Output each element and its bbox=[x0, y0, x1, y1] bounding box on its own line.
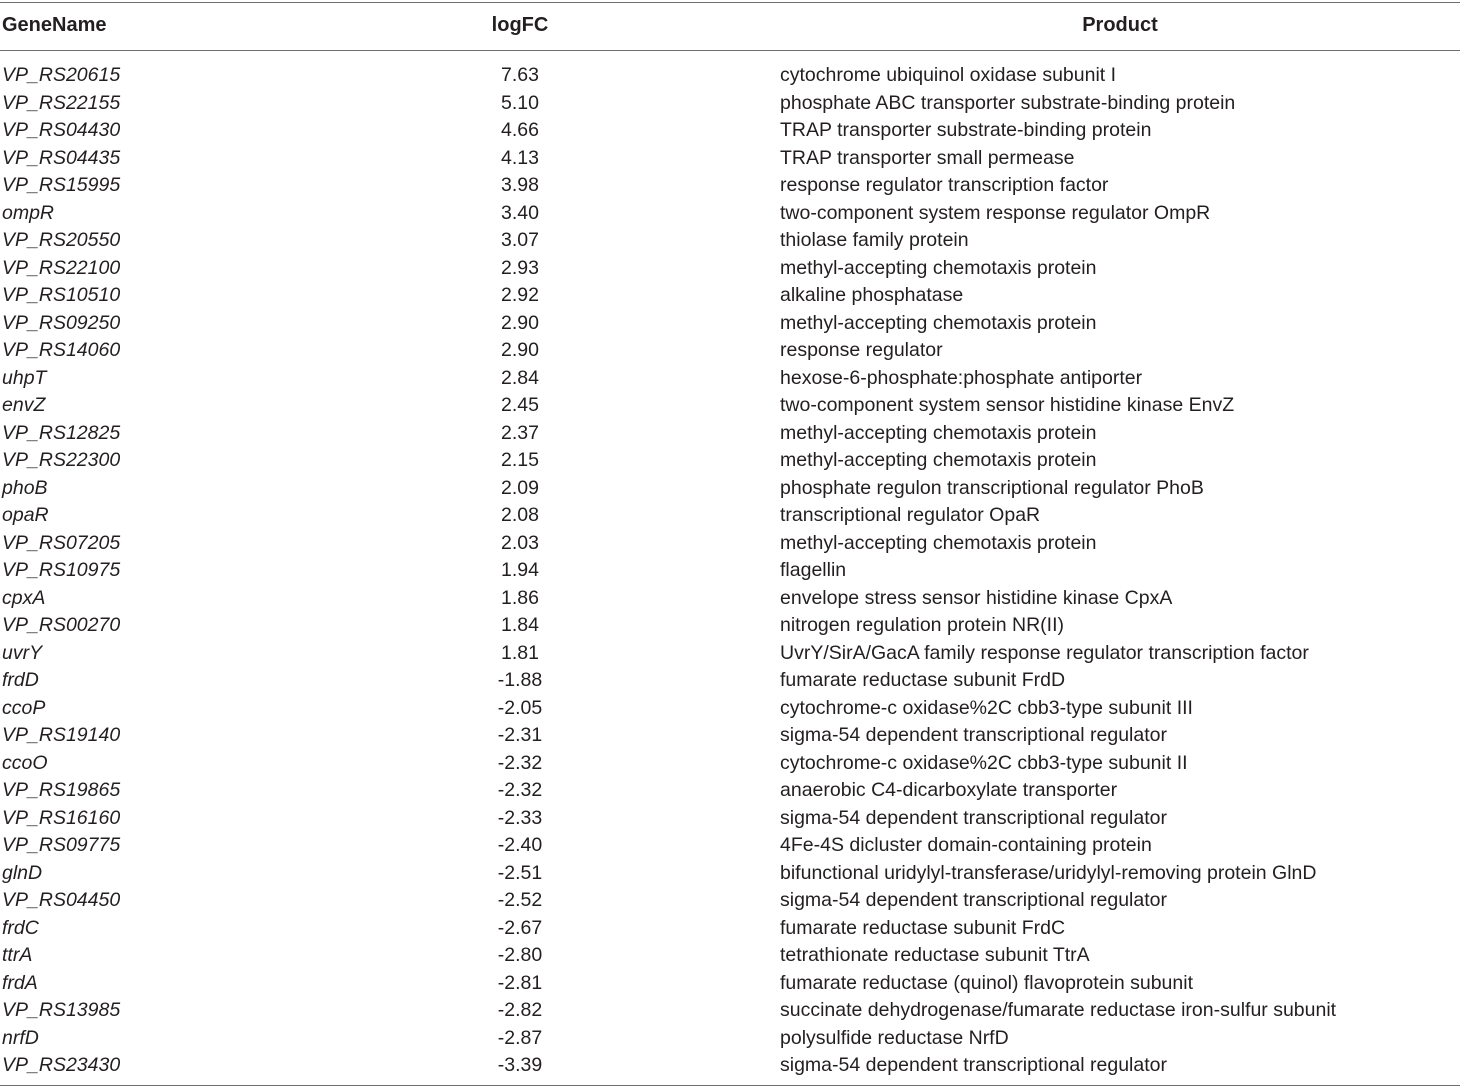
table-row bbox=[0, 667, 1460, 695]
table-row bbox=[0, 557, 1460, 585]
table-row bbox=[0, 997, 1460, 1025]
cell-product: succinate dehydrogenase/fumarate reductase iron-sulfur subunit bbox=[780, 999, 1337, 1021]
cell-product: sigma-54 dependent transcriptional regulator bbox=[780, 724, 1167, 746]
cell-product: alkaline phosphatase bbox=[780, 284, 964, 306]
table-row bbox=[0, 475, 1460, 503]
cell-logfc: -2.33 bbox=[497, 806, 543, 829]
cell-genename: VP_RS16160 bbox=[2, 806, 121, 829]
table-row bbox=[0, 282, 1460, 310]
cell-logfc: -2.32 bbox=[497, 779, 543, 801]
cell-logfc: 1.84 bbox=[501, 614, 539, 636]
cell-logfc: -1.88 bbox=[497, 669, 543, 691]
cell-logfc: 2.93 bbox=[501, 256, 539, 279]
table-row bbox=[0, 750, 1460, 778]
cell-logfc: 4.66 bbox=[501, 119, 539, 141]
cell-logfc: -2.40 bbox=[497, 834, 543, 856]
cell-genename: ompR bbox=[2, 201, 55, 224]
cell-logfc: 1.94 bbox=[501, 559, 539, 581]
cell-logfc: 4.13 bbox=[501, 146, 539, 169]
header-logfc: logFC bbox=[491, 14, 549, 36]
cell-genename: ccoP bbox=[2, 696, 46, 719]
table-row bbox=[0, 392, 1460, 420]
table-row bbox=[0, 860, 1460, 888]
cell-product: phosphate regulon transcriptional regulator PhoB bbox=[780, 476, 1204, 499]
table-row bbox=[0, 117, 1460, 145]
table-row bbox=[0, 942, 1460, 970]
cell-logfc: 2.90 bbox=[501, 339, 539, 361]
cell-genename: VP_RS23430 bbox=[2, 1054, 121, 1076]
cell-product: TRAP transporter substrate-binding protein bbox=[780, 119, 1152, 141]
table-row bbox=[0, 640, 1460, 668]
cell-logfc: -2.81 bbox=[497, 971, 543, 994]
cell-genename: cpxA bbox=[2, 586, 46, 609]
cell-product: response regulator bbox=[780, 339, 943, 361]
table-row bbox=[0, 585, 1460, 613]
cell-product: fumarate reductase subunit FrdC bbox=[780, 916, 1066, 939]
cell-product: fumarate reductase subunit FrdD bbox=[780, 669, 1066, 691]
cell-genename: VP_RS04435 bbox=[2, 146, 121, 169]
cell-genename: VP_RS04450 bbox=[2, 889, 121, 911]
cell-product: sigma-54 dependent transcriptional regulator bbox=[780, 806, 1167, 829]
cell-genename: VP_RS15995 bbox=[2, 174, 121, 196]
table-row bbox=[0, 255, 1460, 283]
cell-product: anaerobic C4-dicarboxylate transporter bbox=[780, 779, 1118, 801]
cell-logfc: 2.15 bbox=[501, 449, 539, 471]
cell-product: tetrathionate reductase subunit TtrA bbox=[780, 944, 1090, 966]
cell-genename: uhpT bbox=[2, 366, 47, 389]
table-row bbox=[0, 502, 1460, 530]
cell-product: methyl-accepting chemotaxis protein bbox=[780, 531, 1097, 554]
cell-logfc: 7.63 bbox=[501, 64, 539, 86]
cell-product: flagellin bbox=[780, 559, 847, 581]
table-row bbox=[0, 887, 1460, 915]
header-row bbox=[0, 0, 1460, 51]
cell-genename: envZ bbox=[2, 394, 46, 416]
cell-product: response regulator transcription factor bbox=[780, 174, 1109, 196]
cell-genename: frdC bbox=[2, 916, 39, 939]
cell-genename: phoB bbox=[2, 476, 48, 499]
cell-logfc: -2.31 bbox=[497, 724, 543, 746]
cell-logfc: 2.90 bbox=[501, 311, 539, 334]
table-row bbox=[0, 172, 1460, 200]
cell-product: transcriptional regulator OpaR bbox=[780, 504, 1041, 526]
cell-genename: ccoO bbox=[2, 751, 48, 774]
table-row bbox=[0, 695, 1460, 723]
cell-product: two-component system response regulator OmpR bbox=[780, 201, 1211, 224]
table-row bbox=[0, 915, 1460, 943]
table-row bbox=[0, 51, 1460, 90]
cell-logfc: 2.45 bbox=[501, 394, 539, 416]
cell-product: 4Fe-4S dicluster domain-containing protein bbox=[780, 834, 1152, 856]
table-row bbox=[0, 90, 1460, 118]
cell-product: sigma-54 dependent transcriptional regulator bbox=[780, 889, 1167, 911]
cell-product: UvrY/SirA/GacA family response regulator transcription factor bbox=[780, 641, 1309, 664]
cell-product: polysulfide reductase NrfD bbox=[780, 1026, 1009, 1049]
cell-product: cytochrome-c oxidase%2C cbb3-type subunit III bbox=[780, 696, 1193, 719]
cell-product: two-component system sensor histidine kinase EnvZ bbox=[780, 394, 1235, 416]
cell-product: nitrogen regulation protein NR(II) bbox=[780, 614, 1064, 636]
cell-product: methyl-accepting chemotaxis protein bbox=[780, 311, 1097, 334]
cell-genename: VP_RS20615 bbox=[2, 64, 121, 86]
table-row bbox=[0, 145, 1460, 173]
cell-logfc: 1.81 bbox=[501, 641, 539, 664]
cell-logfc: 3.98 bbox=[501, 174, 539, 196]
table-row bbox=[0, 777, 1460, 805]
cell-logfc: 2.92 bbox=[501, 284, 539, 306]
cell-logfc: 2.09 bbox=[501, 476, 539, 499]
cell-logfc: 5.10 bbox=[501, 91, 539, 114]
cell-genename: VP_RS14060 bbox=[2, 339, 121, 361]
table-row bbox=[0, 722, 1460, 750]
cell-logfc: 1.86 bbox=[501, 586, 539, 609]
cell-logfc: 3.40 bbox=[501, 201, 539, 224]
cell-logfc: 2.37 bbox=[501, 421, 539, 444]
table-row bbox=[0, 337, 1460, 365]
cell-product: TRAP transporter small permease bbox=[780, 146, 1075, 169]
table-row bbox=[0, 227, 1460, 255]
table-bottom-rule bbox=[0, 1085, 1460, 1086]
cell-genename: VP_RS22100 bbox=[2, 256, 121, 279]
cell-logfc: 2.84 bbox=[501, 366, 539, 389]
cell-genename: VP_RS19865 bbox=[2, 779, 121, 801]
cell-product: methyl-accepting chemotaxis protein bbox=[780, 421, 1097, 444]
table-row bbox=[0, 832, 1460, 860]
table-row bbox=[0, 970, 1460, 998]
cell-product: methyl-accepting chemotaxis protein bbox=[780, 256, 1097, 279]
cell-genename: VP_RS20550 bbox=[2, 229, 121, 251]
cell-logfc: -2.67 bbox=[497, 916, 543, 939]
cell-product: bifunctional uridylyl-transferase/uridylyl-removing protein GlnD bbox=[780, 861, 1317, 884]
cell-genename: VP_RS00270 bbox=[2, 614, 121, 636]
table-row bbox=[0, 420, 1460, 448]
cell-logfc: -2.82 bbox=[497, 999, 543, 1021]
cell-genename: nrfD bbox=[2, 1026, 39, 1049]
cell-product: sigma-54 dependent transcriptional regulator bbox=[780, 1054, 1167, 1076]
table-row bbox=[0, 530, 1460, 558]
cell-genename: VP_RS19140 bbox=[2, 724, 121, 746]
table-row bbox=[0, 200, 1460, 228]
cell-genename: uvrY bbox=[2, 641, 43, 664]
cell-genename: VP_RS22155 bbox=[2, 91, 121, 114]
cell-logfc: -2.52 bbox=[497, 889, 543, 911]
table-row bbox=[0, 612, 1460, 640]
table-row bbox=[0, 1052, 1460, 1080]
table-row bbox=[0, 1025, 1460, 1053]
cell-genename: glnD bbox=[2, 861, 43, 884]
cell-logfc: -2.32 bbox=[497, 751, 543, 774]
cell-genename: VP_RS10975 bbox=[2, 559, 121, 581]
cell-product: fumarate reductase (quinol) flavoprotein subunit bbox=[780, 971, 1193, 994]
cell-genename: VP_RS04430 bbox=[2, 119, 121, 141]
cell-logfc: -3.39 bbox=[497, 1054, 543, 1076]
cell-genename: VP_RS09250 bbox=[2, 311, 121, 334]
cell-genename: frdA bbox=[2, 971, 38, 994]
cell-genename: VP_RS12825 bbox=[2, 421, 121, 444]
cell-genename: ttrA bbox=[2, 944, 33, 966]
cell-genename: VP_RS10510 bbox=[2, 284, 121, 306]
cell-genename: VP_RS09775 bbox=[2, 834, 121, 856]
table-row bbox=[0, 365, 1460, 393]
cell-product: thiolase family protein bbox=[780, 229, 969, 251]
header-product: Product bbox=[1082, 14, 1158, 36]
table-header bbox=[0, 0, 1460, 51]
cell-logfc: 2.08 bbox=[501, 504, 539, 526]
cell-product: envelope stress sensor histidine kinase CpxA bbox=[780, 586, 1173, 609]
table-body bbox=[0, 51, 1460, 1080]
cell-logfc: -2.87 bbox=[497, 1026, 543, 1049]
cell-logfc: 3.07 bbox=[501, 229, 539, 251]
table-row bbox=[0, 805, 1460, 833]
cell-logfc: -2.05 bbox=[497, 696, 543, 719]
header-genename: GeneName bbox=[2, 14, 107, 36]
cell-product: cytochrome-c oxidase%2C cbb3-type subunit II bbox=[780, 751, 1188, 774]
cell-genename: frdD bbox=[2, 669, 39, 691]
cell-genename: VP_RS07205 bbox=[2, 531, 121, 554]
cell-product: hexose-6-phosphate:phosphate antiporter bbox=[780, 366, 1143, 389]
cell-logfc: 2.03 bbox=[501, 531, 539, 554]
cell-logfc: -2.80 bbox=[497, 944, 543, 966]
cell-product: phosphate ABC transporter substrate-binding protein bbox=[780, 91, 1236, 114]
table-row bbox=[0, 447, 1460, 475]
cell-genename: VP_RS22300 bbox=[2, 449, 121, 471]
cell-logfc: -2.51 bbox=[497, 861, 543, 884]
cell-genename: opaR bbox=[2, 504, 49, 526]
table-row bbox=[0, 310, 1460, 338]
cell-genename: VP_RS13985 bbox=[2, 999, 121, 1021]
cell-product: cytochrome ubiquinol oxidase subunit I bbox=[780, 64, 1117, 86]
cell-product: methyl-accepting chemotaxis protein bbox=[780, 449, 1097, 471]
